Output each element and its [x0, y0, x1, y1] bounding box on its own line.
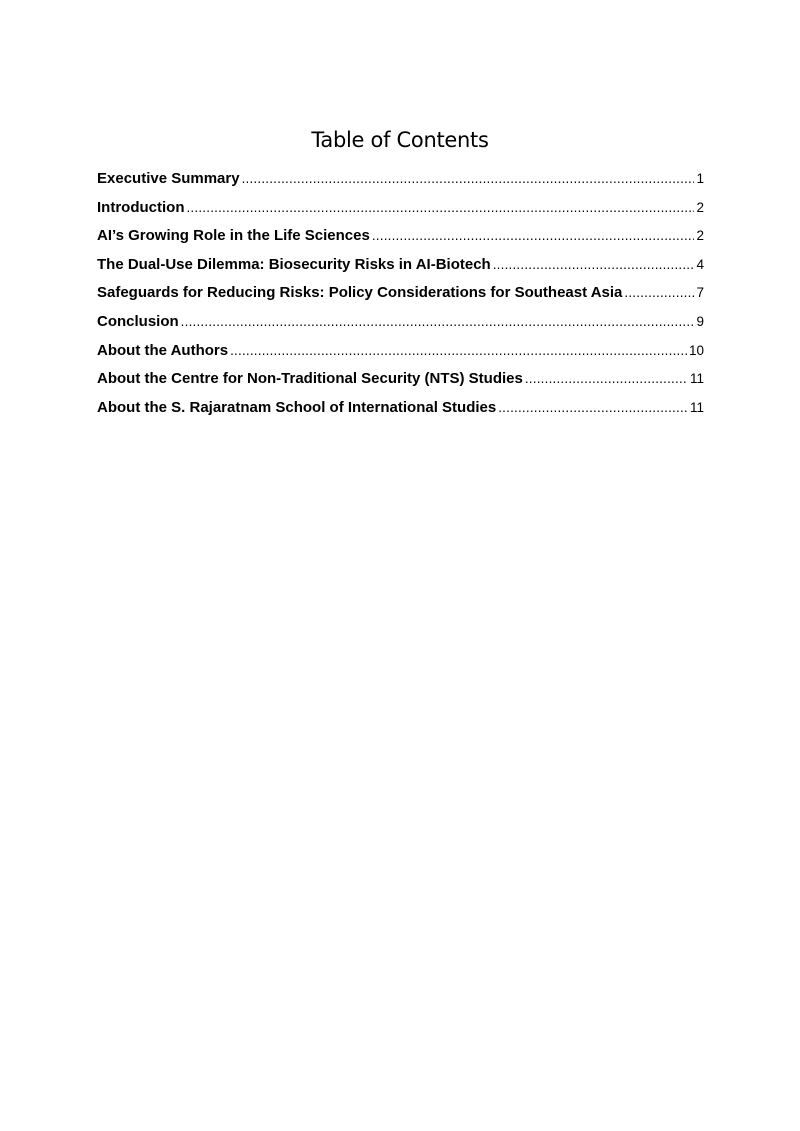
toc-entry-label: Executive Summary — [97, 170, 240, 187]
toc-entry-page-number: 9 — [696, 313, 704, 329]
toc-entry-label: About the S. Rajaratnam School of International Studies — [97, 398, 497, 416]
toc-dot-leader — [498, 400, 688, 415]
toc-dot-leader — [372, 228, 695, 243]
toc-entry-page-number: 11 — [689, 399, 704, 415]
toc-entry-page-number: 2 — [696, 199, 704, 215]
toc-entry-label: Safeguards for Reducing Risks: Policy Considerations for Southeast Asia — [97, 284, 623, 302]
toc-entry-ai-growing-role[interactable] — [97, 227, 704, 256]
toc-entry-executive-summary[interactable] — [97, 170, 704, 199]
toc-entry-page-number: 11 — [689, 371, 704, 387]
toc-entry-page-number: 10 — [688, 342, 704, 358]
toc-entry-dual-use-dilemma[interactable] — [97, 256, 704, 285]
toc-entry-label: About the Centre for Non-Traditional Security (NTS) Studies — [97, 370, 523, 388]
toc-entry-about-nts-centre[interactable] — [97, 370, 704, 399]
toc-entry-label: The Dual-Use Dilemma: Biosecurity Risks in AI-Biotech — [97, 255, 491, 273]
toc-title: Table of Contents — [311, 128, 489, 153]
toc-entry-page-number: 2 — [696, 228, 704, 244]
toc-entry-conclusion[interactable] — [97, 313, 704, 342]
toc-entry-label: Introduction — [97, 198, 185, 216]
toc-entry-page-number: 4 — [696, 256, 704, 272]
toc-dot-leader — [230, 343, 687, 358]
toc-dot-leader — [242, 171, 695, 186]
toc-dot-leader — [493, 257, 695, 272]
toc-entry-page-number: 7 — [696, 285, 704, 301]
toc-dot-leader — [624, 285, 694, 300]
toc-entry-introduction[interactable] — [97, 199, 704, 228]
toc-entry-page-number: 1 — [696, 171, 704, 186]
toc-entry-label: Conclusion — [97, 312, 179, 330]
toc-entry-label: AI’s Growing Role in the Life Sciences — [97, 227, 370, 245]
toc-dot-leader — [186, 200, 694, 215]
toc-entry-safeguards[interactable] — [97, 284, 704, 313]
toc-list — [97, 170, 704, 427]
toc-dot-leader — [181, 314, 695, 329]
toc-entry-about-rsis[interactable] — [97, 399, 704, 428]
toc-entry-about-authors[interactable] — [97, 342, 704, 371]
toc-dot-leader — [525, 371, 688, 386]
toc-entry-label: About the Authors — [97, 341, 229, 359]
